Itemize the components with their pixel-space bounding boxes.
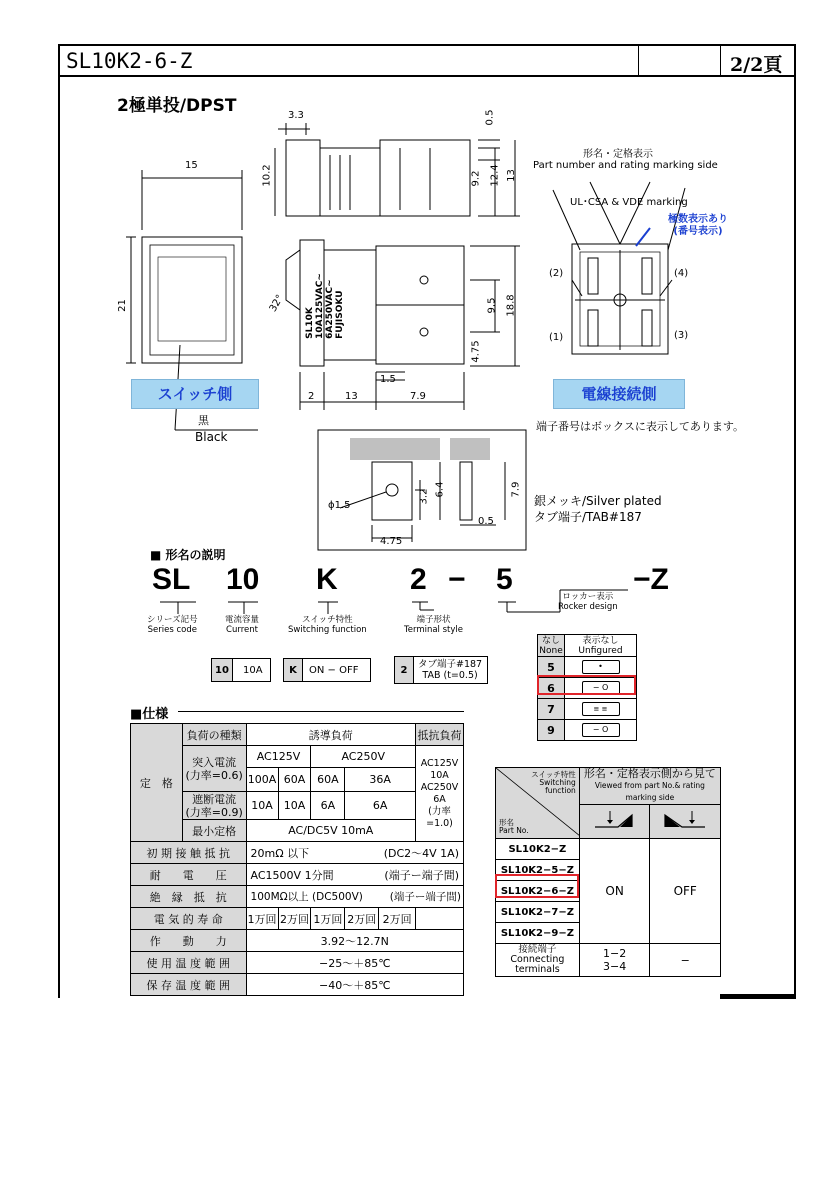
terminal-label: (1) bbox=[549, 332, 564, 343]
part-number: SL10K2−5−Z bbox=[496, 860, 580, 881]
rocker-on-off-icon: − O bbox=[582, 723, 620, 737]
dim-label: 21 bbox=[116, 299, 128, 312]
rocker-code: 9 bbox=[538, 720, 565, 741]
terminal-box-note: 端子番号はボックスに表示してあります。 bbox=[536, 420, 745, 433]
part-number: SL10K2−9−Z bbox=[496, 923, 580, 944]
rocker-text-icon: ≡ ≡ bbox=[582, 702, 620, 716]
rocker-table: なし None 表示なし Unfigured 5 • 6 − O 7 ≡ ≡ 9 − O bbox=[537, 634, 637, 741]
spec-title-rule bbox=[178, 711, 464, 712]
dim-label: 3.3 bbox=[288, 110, 304, 121]
dim-label: 2 bbox=[308, 391, 315, 402]
rocker-off-position-icon bbox=[650, 805, 721, 839]
dim-label: 1.5 bbox=[380, 374, 396, 385]
dim-label: 4.75 bbox=[470, 340, 482, 363]
resistive-label: 抵抗負荷 bbox=[416, 724, 464, 746]
rocker-highlight bbox=[537, 675, 636, 695]
rocker-code: 6 bbox=[538, 678, 565, 699]
wire-side-label: 電線接続側 bbox=[553, 379, 685, 409]
terminal-label: (3) bbox=[674, 330, 689, 341]
rocker-code: 5 bbox=[538, 657, 565, 678]
rocker-code: 7 bbox=[538, 699, 565, 720]
dim-label: 0.5 bbox=[484, 109, 496, 126]
dim-label: 13 bbox=[345, 391, 358, 402]
terminal-code-box: 2 タブ端子#187 TAB (t=0.5) bbox=[394, 656, 488, 684]
current-label: 電流容量 Current bbox=[225, 615, 260, 635]
code-dash: − bbox=[448, 563, 466, 596]
plating-label: 銀メッキ/Silver plated bbox=[534, 494, 662, 508]
dim-label: 10.2 bbox=[261, 164, 273, 187]
rocker-dot-icon: • bbox=[582, 660, 620, 674]
series-label: シリーズ記号 Series code bbox=[147, 615, 198, 635]
part-number-highlighted: SL10K2−6−Z bbox=[496, 881, 580, 902]
dim-label: 6.4 bbox=[434, 481, 446, 498]
terminal-label: (2) bbox=[549, 268, 564, 279]
code-rocker: 5 bbox=[496, 563, 513, 596]
tab-label: タブ端子/TAB#187 bbox=[534, 510, 642, 524]
dim-label: 9.2 bbox=[470, 170, 482, 187]
code-series: SL bbox=[152, 563, 191, 596]
dim-label: 7.9 bbox=[510, 481, 522, 498]
black-label-jp: 黒 bbox=[198, 414, 209, 427]
bottom-bar bbox=[720, 994, 796, 999]
code-switching: K bbox=[316, 563, 338, 596]
page-number: 2/2頁 bbox=[730, 54, 783, 76]
part-marking-label-en: Part number and rating marking side bbox=[533, 160, 718, 171]
dim-label: 12.4 bbox=[489, 164, 501, 187]
part-number-table: スイッチ特性 Switching function 形名 Part No. 形名・定格表示側から見て Viewed from part No.& rating marking side SL10K2−Z ON OFF SL10K2−5−Z SL10K2−6−Z SL10K2−7−Z SL10K2−9−Z 接続端子 Connecting terminals 1−2 3−4 − bbox=[495, 767, 721, 977]
dim-label: ϕ1.5 bbox=[328, 500, 351, 511]
code-suffix: −Z bbox=[633, 563, 669, 596]
dim-label: 0.5 bbox=[478, 516, 494, 527]
on-label: ON bbox=[579, 839, 650, 944]
code-current: 10 bbox=[226, 563, 260, 596]
section-title: 2極単投/DPST bbox=[117, 96, 237, 116]
load-type-label: 負荷の種類 bbox=[182, 724, 246, 746]
document-title: SL10K2-6-Z bbox=[66, 49, 193, 73]
spec-table: 定 格 負荷の種類 誘導負荷 抵抗負荷 突入電流 (力率=0.6) AC125V AC250V AC125V 10A AC250V 6A (力率=1.0) 100A 60A 60A 36A 遮断電流 (力率=0.9) 10A 10A 6A 6A 最小定格 AC/DC5V 10mA 初 期 接 触 抵 抗 20mΩ 以下 (DC2～4V 1A) 耐 電 圧 AC1500V 1分間 (端子ー端子間) 絶 縁 抵 抗 100MΩ以上 (DC500V) (端子ー端子間) 電 気 的 寿 命 1万回 2万回 1万回 2万回 2万回 作 動 力 3.92～12.7N 使 用 温 度 範 囲 −25～＋85℃ 保 存 温 度 範 囲 −40～＋85℃ bbox=[130, 723, 464, 996]
rocker-label: ロッカー表示 Rocker design bbox=[558, 592, 618, 612]
current-code-box: 10 10A bbox=[211, 658, 271, 682]
terminal-style-label: 端子形状 Terminal style bbox=[404, 615, 464, 635]
dim-label: 7.9 bbox=[410, 391, 426, 402]
terminal-label: (4) bbox=[674, 268, 689, 279]
dim-label: 13 bbox=[505, 169, 517, 182]
spec-title: ■仕様 bbox=[130, 707, 169, 722]
corner-header: スイッチ特性 Switching function 形名 Part No. bbox=[496, 768, 580, 839]
switching-label: スイッチ特性 Switching function bbox=[288, 615, 367, 635]
rocker-on-off-icon: − O bbox=[582, 681, 620, 695]
switch-side-label: スイッチ側 bbox=[131, 379, 259, 409]
ul-marking-label: UL･CSA & VDE marking bbox=[570, 197, 688, 208]
resistive-values: AC125V 10A AC250V 6A (力率=1.0) bbox=[416, 746, 464, 842]
dim-label: 4.75 bbox=[380, 536, 403, 547]
dim-label: 3.2 bbox=[418, 488, 430, 505]
dim-label: 32° bbox=[267, 293, 287, 314]
naming-title: ■ 形名の説明 bbox=[150, 548, 226, 562]
part-highlight bbox=[495, 874, 579, 898]
dim-label: 15 bbox=[185, 160, 198, 171]
part-marking-label-jp: 形名・定格表示 bbox=[583, 149, 653, 160]
rocker-on-position-icon bbox=[579, 805, 650, 839]
dim-label: 18.8 bbox=[505, 294, 517, 317]
switching-code-box: K ON − OFF bbox=[283, 658, 371, 682]
off-label: OFF bbox=[650, 839, 721, 944]
black-label-en: Black bbox=[195, 430, 228, 444]
dim-label: 9.5 bbox=[486, 297, 498, 314]
inductive-label: 誘導負荷 bbox=[246, 724, 415, 746]
part-number: SL10K2−Z bbox=[496, 839, 580, 860]
rating-label: 定 格 bbox=[131, 724, 183, 842]
pole-note: 極数表示あり (番号表示) bbox=[668, 214, 728, 237]
part-number: SL10K2−7−Z bbox=[496, 902, 580, 923]
body-print: SL10K 10A125VAC~ 6A250VAC~ FUJISOKU bbox=[304, 273, 345, 339]
code-terminal: 2 bbox=[410, 563, 427, 596]
